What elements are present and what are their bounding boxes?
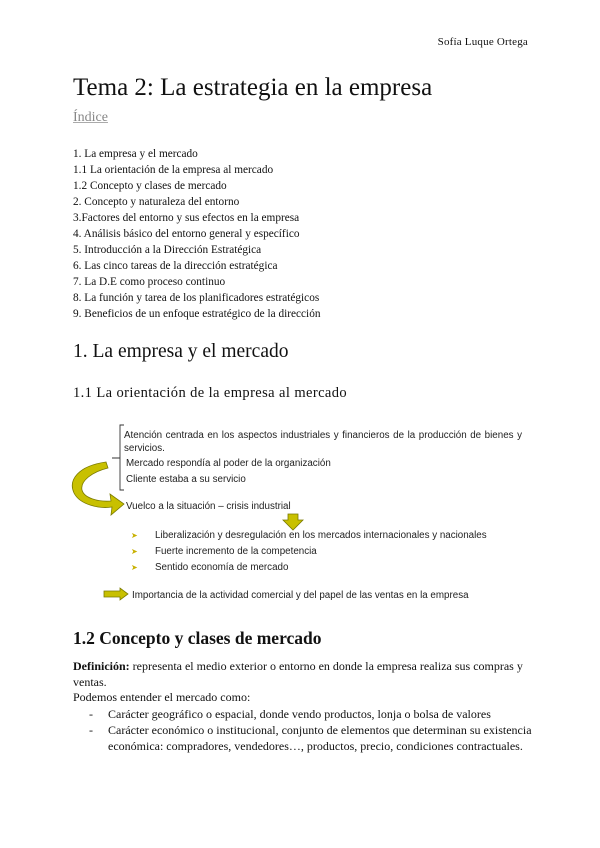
definition-paragraph (73, 658, 533, 690)
diagram-text-cliente: Cliente estaba a su servicio (126, 474, 246, 485)
right-arrow-icon (104, 588, 128, 600)
toc-item[interactable]: 1.1 La orientación de la empresa al mercado (73, 164, 274, 176)
toc-item[interactable]: 1.2 Concepto y clases de mercado (73, 180, 227, 192)
diagram-bullet-1: Liberalización y desregulación en los mercados internacionales y nacionales (155, 530, 487, 541)
diagram-text-attention: Atención centrada en los aspectos industriales y financieros de la producción de bienes y servicios. (124, 430, 522, 454)
toc-item[interactable]: 5. Introducción a la Dirección Estratégica (73, 244, 262, 256)
author-name: Sofía Luque Ortega (437, 36, 528, 48)
definition-text: representa el medio exterior o entorno en donde la empresa realiza sus compras y ventas. (73, 659, 523, 689)
index-heading[interactable]: Índice (73, 110, 108, 125)
definition-label: Definición: (73, 659, 130, 673)
list-item (73, 722, 533, 754)
document-title: Tema 2: La estrategia en la empresa (73, 74, 433, 101)
toc-item[interactable]: 6. Las cinco tareas de la dirección estratégica (73, 260, 278, 272)
bullet-arrow-icon: ➤ (131, 563, 138, 572)
diagram-bullet-3: Sentido economía de mercado (155, 562, 289, 573)
diagram-bullet-2: Fuerte incremento de la competencia (155, 546, 317, 557)
dash-marker: - (89, 707, 93, 721)
toc-item[interactable]: 3.Factores del entorno y sus efectos en la empresa (73, 212, 300, 224)
list-item (73, 706, 533, 722)
toc-item[interactable]: 7. La D.E como proceso continuo (73, 276, 226, 288)
toc-item[interactable]: 8. La función y tarea de los planificadores estratégicos (73, 292, 320, 304)
bullet-arrow-icon: ➤ (131, 547, 138, 556)
section-heading-1-1: 1.1 La orientación de la empresa al mercado (73, 385, 348, 401)
toc-item[interactable]: 2. Concepto y naturaleza del entorno (73, 196, 240, 208)
list-item-text: Carácter geográfico o espacial, donde vendo productos, lonja o bolsa de valores (108, 707, 491, 721)
toc-item[interactable]: 4. Análisis básico del entorno general y específico (73, 228, 300, 240)
dash-marker: - (89, 723, 93, 737)
toc-item[interactable]: 1. La empresa y el mercado (73, 148, 198, 160)
bracket-line (112, 425, 124, 490)
toc-item[interactable]: 9. Beneficios de un enfoque estratégico de la dirección (73, 308, 321, 320)
diagram-text-vuelco: Vuelco a la situación – crisis industrial (126, 501, 291, 512)
market-definitions-list (73, 706, 533, 754)
podemos-text: Podemos entender el mercado como: (73, 690, 251, 704)
diagram-text-mercado: Mercado respondía al poder de la organización (126, 458, 331, 469)
list-item-text: Carácter económico o institucional, conjunto de elementos que determinan su existencia económica: compradores, vendedores…, productos, precio, condiciones contractuales. (108, 723, 532, 753)
table-of-contents (73, 146, 321, 322)
down-arrow-icon (283, 514, 303, 530)
section-heading-1: 1. La empresa y el mercado (73, 341, 289, 362)
curved-arrow-icon (72, 462, 124, 515)
bullet-arrow-icon: ➤ (131, 531, 138, 540)
diagram-text-importancia: Importancia de la actividad comercial y del papel de las ventas en la empresa (132, 590, 469, 601)
section-heading-1-2: 1.2 Concepto y clases de mercado (73, 628, 322, 648)
